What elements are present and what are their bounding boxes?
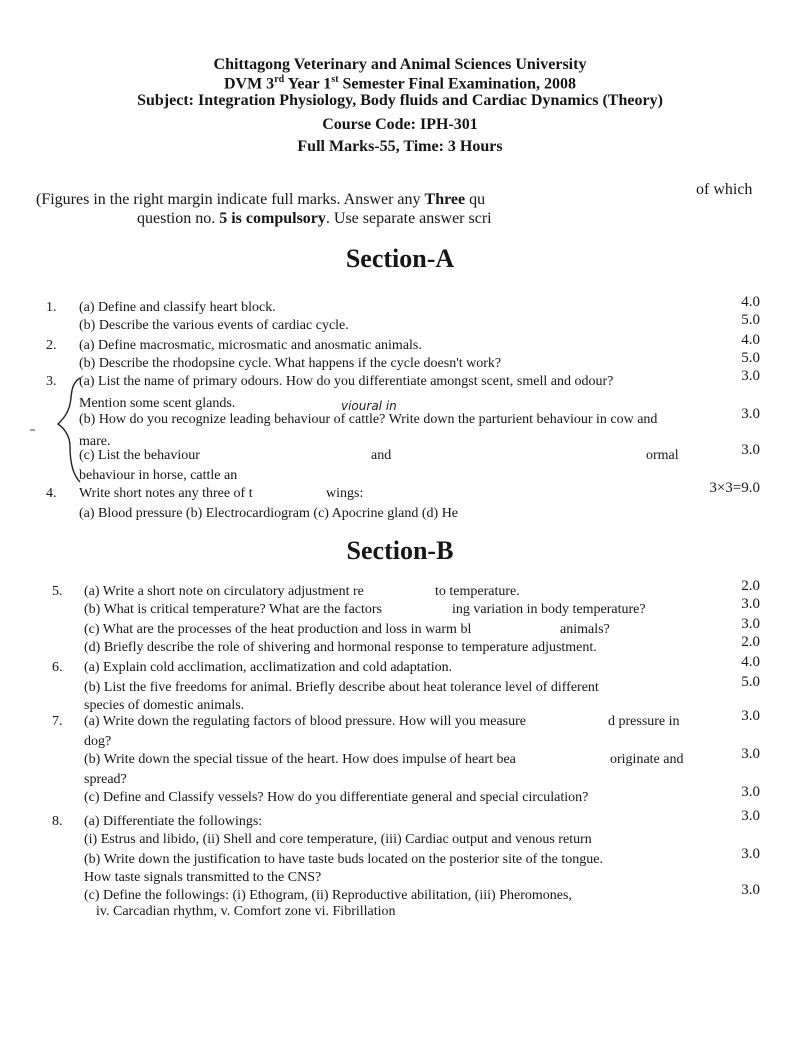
question-marks: 4.0 <box>741 654 760 670</box>
question-marks: 3.0 <box>741 596 760 612</box>
question-text: (i) Estrus and libido, (ii) Shell and core temperature, (iii) Cardiac output and venous return <box>84 832 592 847</box>
question-marks: 3.0 <box>741 808 760 824</box>
q7a-fragment: d pressure in <box>608 714 680 729</box>
question-text: (c) What are the processes of the heat production and loss in warm bl <box>84 622 472 637</box>
question-marks: 3.0 <box>741 406 760 422</box>
question-text: (b) Write down the justification to have taste buds located on the posterior site of the tongue. <box>84 852 603 867</box>
question-text: (a) Define macrosmatic, microsmatic and anosmatic animals. <box>79 338 422 353</box>
q4-fragment: wings: <box>326 486 364 501</box>
question-marks: 3.0 <box>741 442 760 458</box>
q5c-fragment: animals? <box>560 622 610 637</box>
question-marks: 3×3=9.0 <box>709 480 760 496</box>
question-text: spread? <box>84 772 127 787</box>
exam-title: DVM 3rd Year 1st Semester Final Examination, 2008 <box>223 74 577 93</box>
question-number: 6. <box>52 660 63 675</box>
question-text: (d) Briefly describe the role of shivering and hormonal response to temperature adjustment. <box>84 640 597 655</box>
question-number: 3. <box>46 374 57 389</box>
question-marks: 3.0 <box>741 708 760 724</box>
question-text: (b) List the five freedoms for animal. Briefly describe about heat tolerance level of different <box>84 680 599 695</box>
instructions-line-1: (Figures in the right margin indicate full marks. Answer any Three qu <box>36 191 486 208</box>
handwritten-note: vioural in <box>341 399 397 413</box>
question-number: 8. <box>52 814 63 829</box>
question-text: behaviour in horse, cattle an <box>79 468 238 483</box>
section-b-title: Section-B <box>346 536 454 565</box>
question-text: (b) How do you recognize leading behaviour of cattle? Write down the parturient behaviour in cow and <box>79 412 658 427</box>
question-text: (a) Define and classify heart block. <box>79 300 276 315</box>
question-text: How taste signals transmitted to the CNS? <box>84 870 322 885</box>
question-text: (a) Write a short note on circulatory adjustment re <box>84 584 364 599</box>
question-text: (c) Define and Classify vessels? How do you differentiate general and special circulation? <box>84 790 589 805</box>
question-text: Write short notes any three of t <box>79 486 253 501</box>
question-text: (b) What is critical temperature? What are the factors <box>84 602 382 617</box>
question-text: dog? <box>84 734 112 749</box>
question-text: (a) List the name of primary odours. How do you differentiate amongst scent, smell and odour? <box>79 374 614 389</box>
question-number: 5. <box>52 584 63 599</box>
subject-line: Subject: Integration Physiology, Body fluids and Cardiac Dynamics (Theory) <box>137 92 663 109</box>
instructions-fragment: of which <box>696 181 753 198</box>
question-number: 4. <box>46 486 57 501</box>
question-text: iv. Carcadian rhythm, v. Comfort zone vi. Fibrillation <box>96 904 396 919</box>
question-number: 7. <box>52 714 63 729</box>
question-text: mare. <box>79 434 111 449</box>
question-marks: 4.0 <box>741 332 760 348</box>
question-text: (c) Define the followings: (i) Ethogram, (ii) Reproductive abilitation, (iii) Pheromones, <box>84 888 572 903</box>
question-marks: 2.0 <box>741 634 760 650</box>
university-name: Chittagong Veterinary and Animal Sciences University <box>213 56 587 73</box>
question-marks: 3.0 <box>741 616 760 632</box>
question-marks: 3.0 <box>741 746 760 762</box>
question-text: (a) Differentiate the followings: <box>84 814 263 829</box>
q7b-fragment: originate and <box>610 752 684 767</box>
question-marks: 3.0 <box>741 846 760 862</box>
question-number: 1. <box>46 300 57 315</box>
question-text: (c) List the behaviour <box>79 448 200 463</box>
question-marks: 5.0 <box>741 312 760 328</box>
q5b-fragment: ing variation in body temperature? <box>452 602 646 617</box>
course-code: Course Code: IPH-301 <box>322 116 478 133</box>
question-text: (b) Describe the various events of cardiac cycle. <box>79 318 349 333</box>
instructions-line-2: question no. 5 is compulsory. Use separate answer scri <box>137 210 492 227</box>
question-marks: 4.0 <box>741 294 760 310</box>
question-text: (a) Explain cold acclimation, acclimatization and cold adaptation. <box>84 660 453 675</box>
marks-time: Full Marks-55, Time: 3 Hours <box>297 138 503 155</box>
question-text: (b) Write down the special tissue of the heart. How does impulse of heart bea <box>84 752 516 767</box>
question-marks: 3.0 <box>741 882 760 898</box>
section-a-title: Section-A <box>345 244 455 273</box>
q3c-fragment-1: and <box>371 448 392 463</box>
question-text: (a) Write down the regulating factors of blood pressure. How will you measure <box>84 714 526 729</box>
question-marks: 3.0 <box>741 368 760 384</box>
question-number: 2. <box>46 338 57 353</box>
question-text: (a) Blood pressure (b) Electrocardiogram (c) Apocrine gland (d) He <box>79 506 459 521</box>
question-marks: 5.0 <box>741 674 760 690</box>
question-marks: 5.0 <box>741 350 760 366</box>
q5a-fragment: to temperature. <box>435 584 520 599</box>
question-marks: 3.0 <box>741 784 760 800</box>
question-text: species of domestic animals. <box>84 698 245 713</box>
q3c-fragment-2: ormal <box>646 448 679 463</box>
question-text: (b) Describe the rhodopsine cycle. What happens if the cycle doesn't work? <box>79 356 502 371</box>
question-marks: 2.0 <box>741 578 760 594</box>
question-text: Mention some scent glands. <box>79 396 236 411</box>
